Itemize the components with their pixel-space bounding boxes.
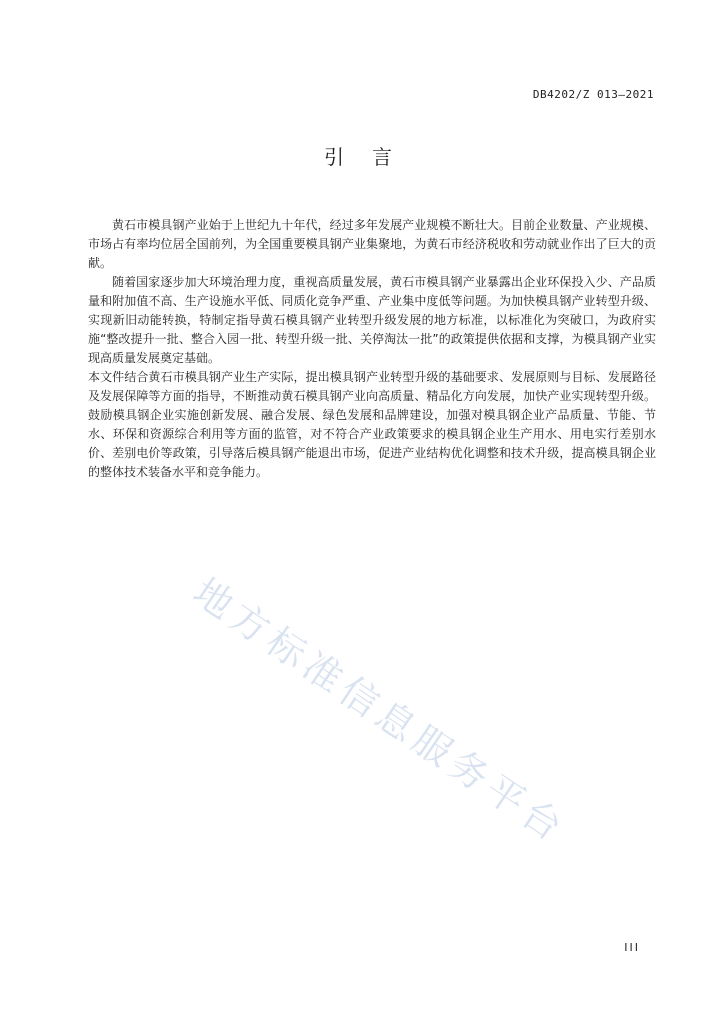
paragraph-2: 随着国家逐步加大环境治理力度，重视高质量发展，黄石市模具钢产业暴露出企业环保投入少、产品质量和附加值不高、生产设施水平低、同质化竞争严重、产业集中度低等问题。为加快模具钢产业转型升级、实现新旧动能转换，特制定指导黄石模具钢产业转型升级发展的地方标准，以标准化为突破口，为政府实施“整改提升一批、整合入园一批、转型升级一批、关停淘汰一批”的政策提供依据和支撑，为模具钢产业实现高质量发展奠定基础。 xyxy=(88,275,656,365)
paragraph-1: 黄石市模具钢产业始于上世纪九十年代，经过多年发展产业规模不断壮大。目前企业数量、产业规模、市场占有率均位居全国前列，为全国重要模具钢产业集聚地，为黄石市经济税收和劳动就业作出了巨大的贡献。 xyxy=(88,218,656,270)
page-number: III xyxy=(624,941,640,954)
page-title: 引言 xyxy=(324,145,420,169)
watermark: 地方标准信息服务平台 xyxy=(185,569,575,853)
document-body xyxy=(88,216,656,482)
paragraph-3: 本文件结合黄石市模具钢产业生产实际，提出模具钢产业转型升级的基础要求、发展原则与目标、发展路径及发展保障等方面的指导，不断推动黄石模具钢产业向高质量、精品化方向发展，加快产业实现转型升级。鼓励模具钢企业实施创新发展、融合发展、绿色发展和品牌建设，加强对模具钢企业产品质量、节能、节水、环保和资源综合利用等方面的监管，对不符合产业政策要求的模具钢企业生产用水、用电实行差别水价、差别电价等政策，引导落后模具钢产能退出市场，促进产业结构优化调整和技术升级，提高模具钢企业的整体技术装备水平和竞争能力。 xyxy=(88,370,656,479)
document-code: DB4202/Z 013—2021 xyxy=(532,88,654,101)
